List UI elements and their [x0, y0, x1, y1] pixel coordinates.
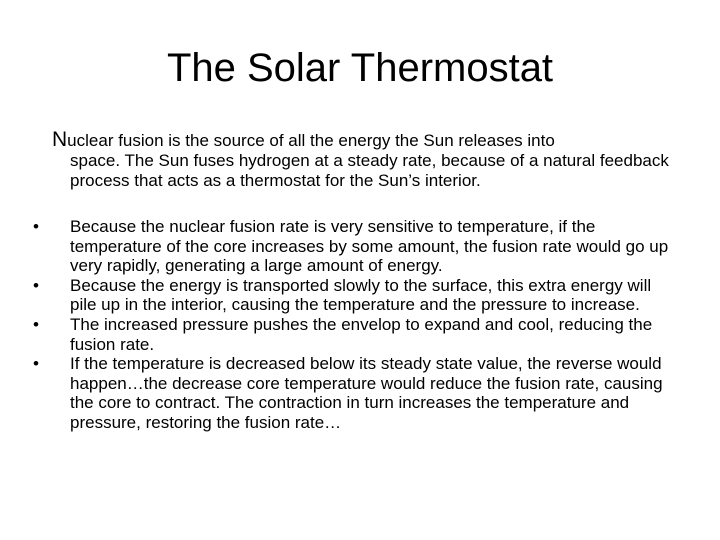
bullet-icon: • — [33, 354, 39, 374]
bullet-icon: • — [33, 314, 39, 334]
bullet-list — [30, 217, 680, 433]
bullet-item — [30, 315, 680, 354]
intro-paragraph — [52, 130, 682, 191]
bullet-item — [30, 354, 680, 432]
bullet-item — [30, 276, 680, 315]
intro-continuation: space. The Sun fuses hydrogen at a steady rate, because of a natural feedback process that acts as a thermostat for the Sun’s interior. — [70, 151, 669, 190]
intro-first-line — [52, 130, 682, 151]
intro-first-line-text: uclear fusion is the source of all the energy the Sun releases into — [67, 131, 555, 150]
bullet-icon: • — [33, 275, 39, 295]
slide-title: The Solar Thermostat — [166, 46, 554, 90]
intro-initial-letter: N — [52, 128, 68, 151]
bullet-text: The increased pressure pushes the envelop to expand and cool, reducing the fusion rate. — [70, 314, 653, 354]
bullet-text: If the temperature is decreased below its steady state value, the reverse would happen…the decrease core temperature would reduce the fusion rate, causing the core to contract. The contraction in turn increases the temperature and pressure, restoring the fusion rate… — [70, 354, 663, 432]
bullet-icon: • — [33, 217, 39, 236]
bullet-text: Because the energy is transported slowly to the surface, this extra energy will pile up in the interior, causing the temperature and the pressure to increase. — [70, 275, 652, 315]
bullet-item — [30, 217, 680, 276]
bullet-text: Because the nuclear fusion rate is very sensitive to temperature, if the temperature of the core increases by some amount, the fusion rate would go up very rapidly, generating a large amount of energy. — [70, 217, 669, 276]
